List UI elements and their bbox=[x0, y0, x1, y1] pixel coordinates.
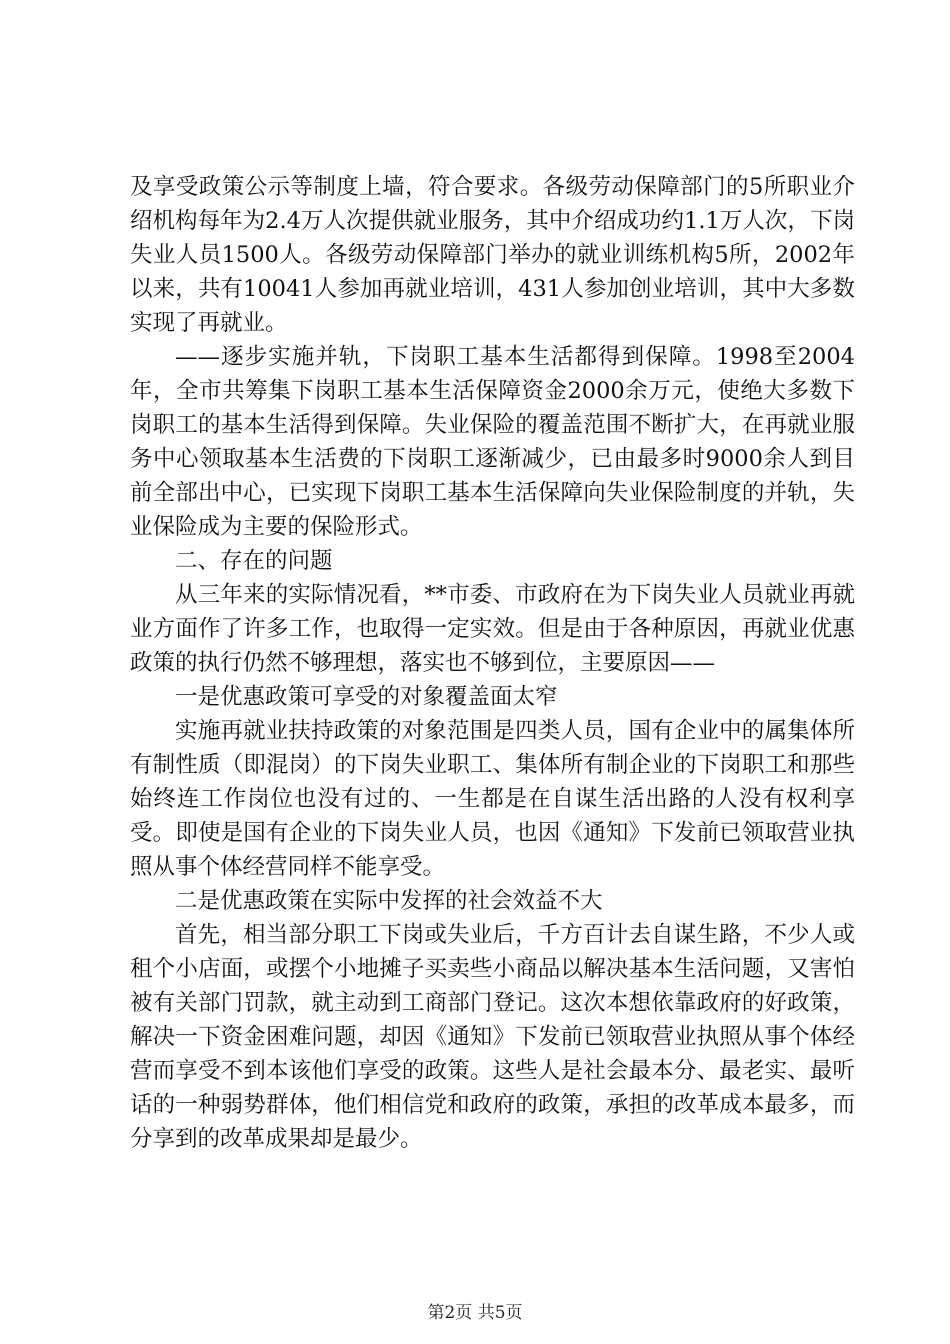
section-heading-problems: 二、存在的问题 bbox=[175, 548, 333, 574]
paragraph-basic-living-guarantee: ——逐步实施并轨，下岗职工基本生活都得到保障。1998至2004年，全市共筹集下岗职工基本生活保障资金2000余万元，使绝大多数下岗职工的基本生活得到保障。失业保险的覆盖范围不断扩大，在再就业服务中心领取基本生活费的下岗职工逐渐减少，已由最多时9000余人到目前全部出中心，已实现下岗职工基本生活保障向失业保险制度的并轨，失业保险成为主要的保险形式。 bbox=[130, 344, 855, 540]
paragraph-problems-intro: 从三年来的实际情况看，**市委、市政府在为下岗失业人员就业再就业方面作了许多工作，也取得一定实效。但是由于各种原因，再就业优惠政策的执行仍然不够理想，落实也不够到位，主要原因—— bbox=[130, 582, 855, 676]
subheading-limited-social-benefit: 二是优惠政策在实际中发挥的社会效益不大 bbox=[175, 888, 603, 914]
paragraph-employment-services: 及享受政策公示等制度上墙，符合要求。各级劳动保障部门的5所职业介绍机构每年为2.4万人次提供就业服务，其中介绍成功约1.1万人次，下岗失业人员1500人。各级劳动保障部门举办的就业训练机构5所，2002年以来，共有10041人参加再就业培训，431人参加创业培训，其中大多数实现了再就业。 bbox=[130, 174, 855, 336]
subheading-narrow-coverage: 一是优惠政策可享受的对象覆盖面太窄 bbox=[175, 684, 558, 710]
page-number-footer: 第2页 共5页 bbox=[427, 1303, 523, 1323]
paragraph-coverage-details: 实施再就业扶持政策的对象范围是四类人员，国有企业中的属集体所有制性质（即混岗）的下岗失业职工、集体所有制企业的下岗职工和那些始终连工作岗位也没有过的、一生都是在自谋生活出路的人没有权利享受。即使是国有企业的下岗失业人员，也因《通知》下发前已领取营业执照从事个体经营同样不能享受。 bbox=[130, 718, 855, 880]
document-body bbox=[130, 170, 855, 1156]
paragraph-benefit-details: 首先，相当部分职工下岗或失业后，千方百计去自谋生路，不少人或租个小店面，或摆个小地摊子买卖些小商品以解决基本生活问题，又害怕被有关部门罚款，就主动到工商部门登记。这次本想依靠政府的好政策，解决一下资金困难问题，却因《通知》下发前已领取营业执照从事个体经营而享受不到本该他们享受的政策。这些人是社会最本分、最老实、最听话的一种弱势群体，他们相信党和政府的政策，承担的改革成本最多，而分享到的改革成果却是最少。 bbox=[130, 922, 855, 1152]
